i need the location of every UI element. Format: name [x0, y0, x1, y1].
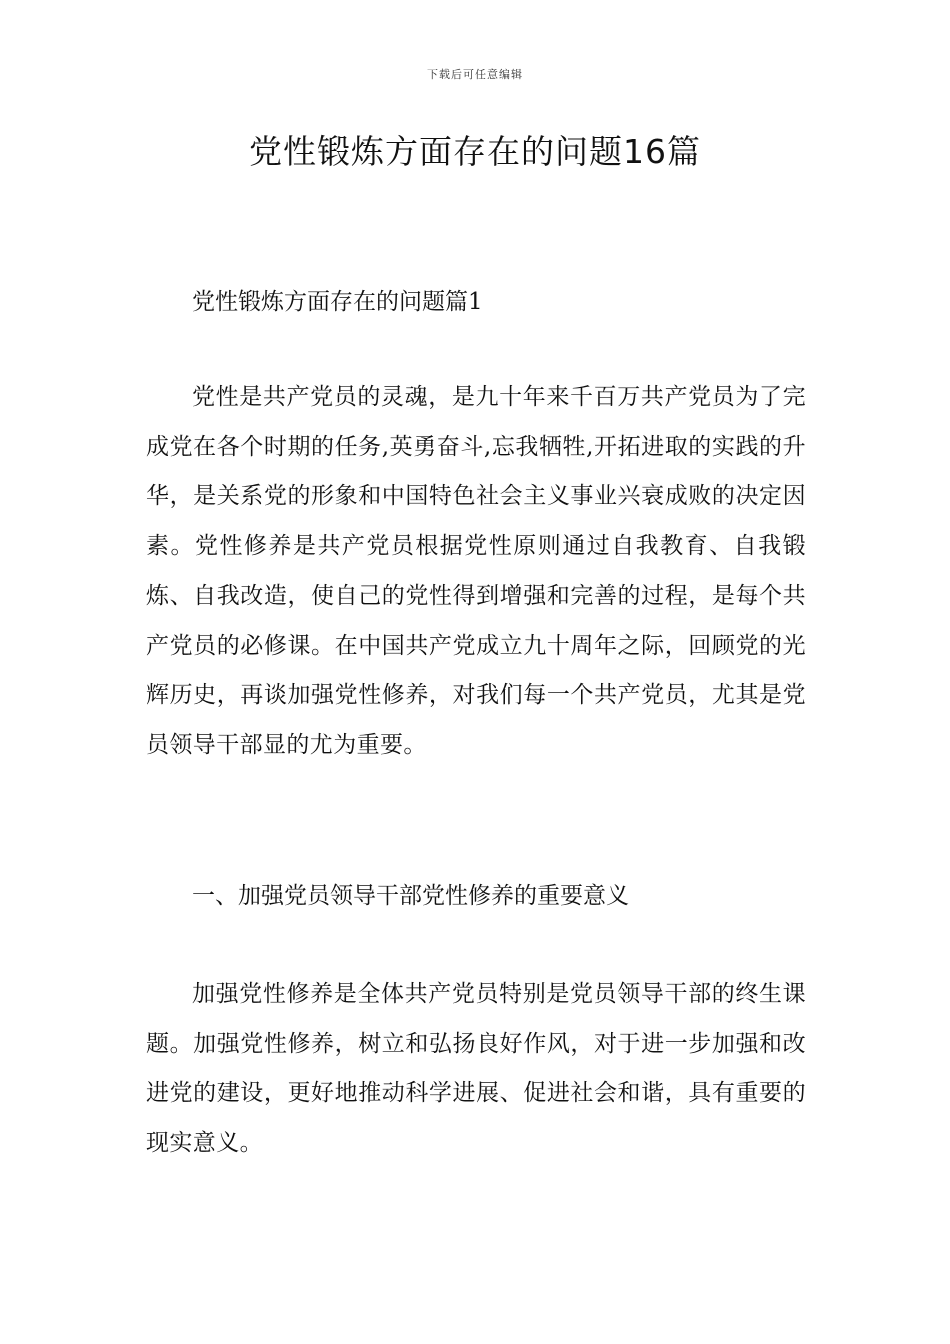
- document-title: 党性锻炼方面存在的问题16篇: [249, 132, 701, 171]
- body-paragraph-1: 党性是共产党员的灵魂，是九十年来千百万共产党员为了完成党在各个时期的任务,英勇奋斗,忘我牺牲,开拓进取的实践的升华，是关系党的形象和中国特色社会主义事业兴衰成败的决定因素。党性修养是共产党员根据党性原则通过自我教育、自我锻炼、自我改造，使自己的党性得到增强和完善的过程，是每个共产党员的必修课。在中国共产党成立九十周年之际，回顾党的光辉历史，再谈加强党性修养，对我们每一个共产党员，尤其是党员领导干部显的尤为重要。: [146, 384, 806, 758]
- body-paragraph-2: 加强党性修养是全体共产党员特别是党员领导干部的终生课题。加强党性修养，树立和弘扬良好作风，对于进一步加强和改进党的建设，更好地推动科学进展、促进社会和谐，具有重要的现实意义。: [146, 981, 806, 1157]
- subheading: 一、加强党员领导干部党性修养的重要意义: [192, 883, 629, 909]
- section-heading: 党性锻炼方面存在的问题篇1: [192, 289, 483, 315]
- header-note: 下载后可任意编辑: [427, 68, 523, 81]
